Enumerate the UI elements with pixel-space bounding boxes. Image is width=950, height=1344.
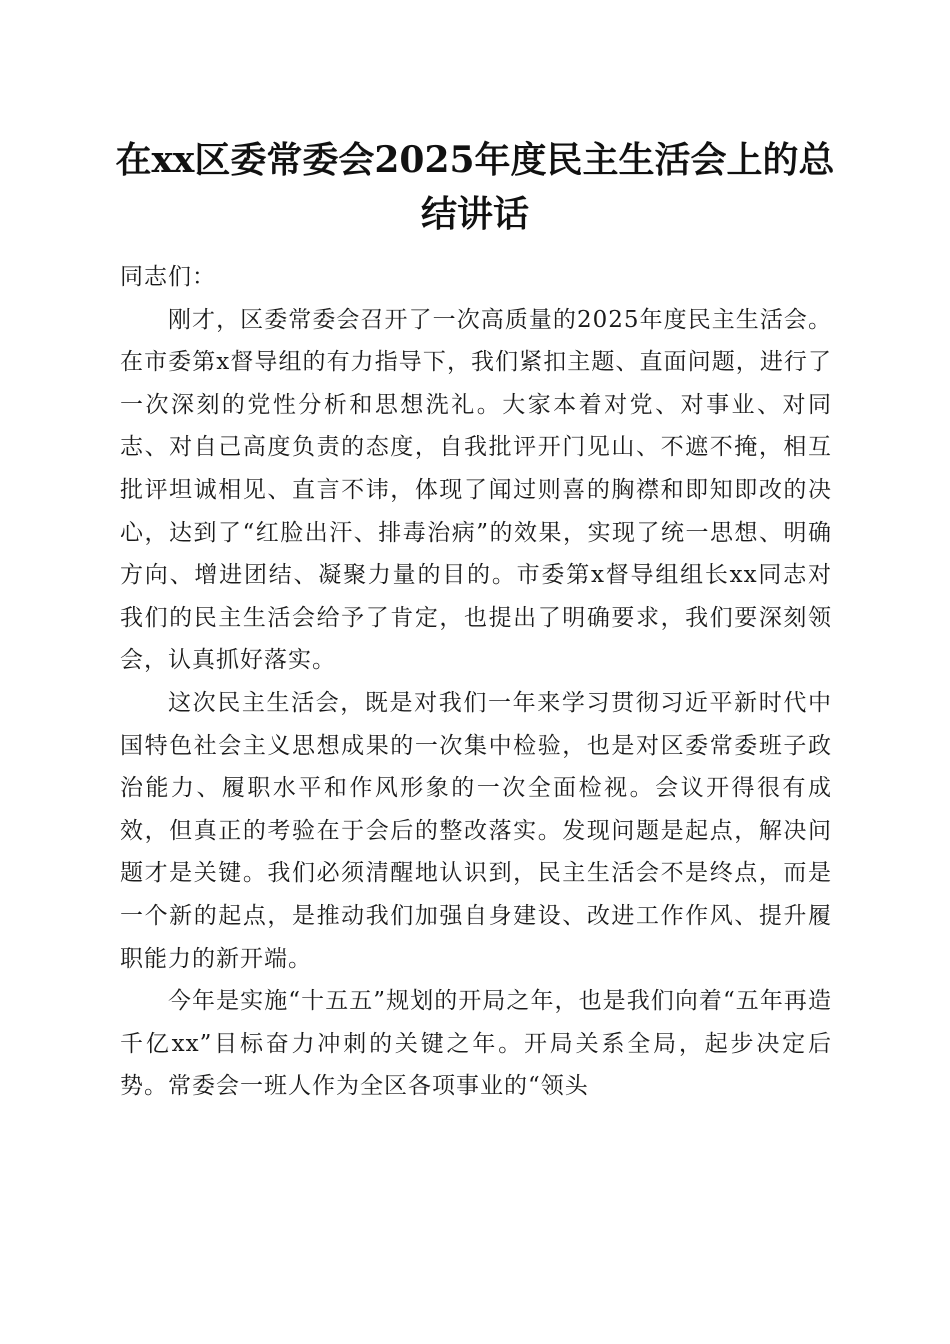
salutation: 同志们： [120,264,216,290]
document-title: 在xx区委常委会2025年度民主生活会上的总结讲话 [115,139,835,235]
document-body [120,256,832,1108]
paragraph-1: 刚才，区委常委会召开了一次高质量的2025年度民主生活会。在市委第x督导组的有力指导下，我们紧扣主题、直面问题，进行了一次深刻的党性分析和思想洗礼。大家本着对党、对事业、对同志、对自己高度负责的态度，自我批评开门见山、不遮不掩，相互批评坦诚相见、直言不讳，体现了闻过则喜的胸襟和即知即改的决心，达到了“红脸出汗、排毒治病”的效果，实现了统一思想、明确方向、增进团结、凝聚力量的目的。市委第x督导组组长xx同志对我们的民主生活会给予了肯定，也提出了明确要求，我们要深刻领会，认真抓好落实。 [120,306,832,674]
paragraph-2: 这次民主生活会，既是对我们一年来学习贯彻习近平新时代中国特色社会主义思想成果的一次集中检验，也是对区委常委班子政治能力、履职水平和作风形象的一次全面检视。会议开得很有成效，但真正的考验在于会后的整改落实。发现问题是起点，解决问题才是关键。我们必须清醒地认识到，民主生活会不是终点，而是一个新的起点，是推动我们加强自身建设、改进工作作风、提升履职能力的新开端。 [120,689,832,972]
paragraph-3: 今年是实施“十五五”规划的开局之年，也是我们向着“五年再造千亿xx”目标奋力冲刺的关键之年。开局关系全局，起步决定后势。常委会一班人作为全区各项事业的“领头 [120,988,832,1100]
